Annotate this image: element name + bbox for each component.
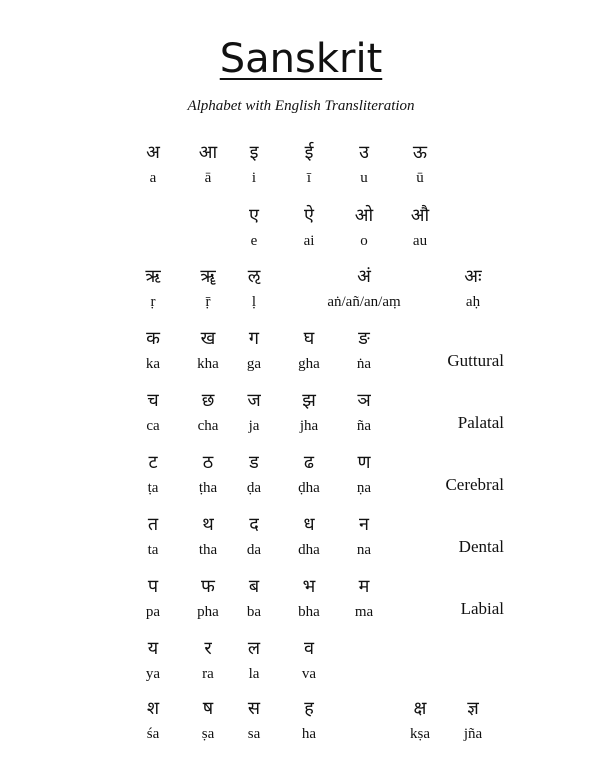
devanagari-letter: ट — [148, 452, 158, 473]
devanagari-letter: इ — [249, 142, 259, 163]
devanagari-letter: य — [147, 638, 159, 659]
devanagari-letter: अं — [357, 266, 371, 287]
devanagari-letter: ऋ — [145, 266, 161, 287]
devanagari-letter: ढ — [303, 452, 315, 473]
transliteration: sa — [247, 726, 261, 742]
devanagari-letter: ञ — [357, 390, 371, 411]
transliteration: i — [251, 170, 257, 186]
devanagari-letter: ॠ — [200, 266, 216, 287]
transliteration: ha — [301, 726, 317, 742]
devanagari-letter: ए — [249, 205, 259, 226]
transliteration: o — [360, 233, 368, 249]
transliteration: gha — [298, 356, 320, 372]
devanagari-letter: औ — [410, 205, 430, 226]
transliteration: bha — [298, 604, 320, 620]
devanagari-letter: ल — [247, 638, 261, 659]
devanagari-letter: उ — [359, 142, 369, 163]
devanagari-letter: म — [358, 576, 370, 597]
devanagari-letter: व — [303, 638, 314, 659]
transliteration: ya — [145, 666, 161, 682]
devanagari-letter: न — [359, 514, 369, 535]
devanagari-letter: स — [247, 698, 261, 719]
devanagari-letter: र — [204, 638, 212, 659]
transliteration: u — [360, 170, 368, 186]
devanagari-letter: ऌ — [247, 266, 261, 287]
transliteration: e — [250, 233, 258, 249]
transliteration: ṣa — [201, 726, 215, 742]
devanagari-letter: ज्ञ — [467, 698, 479, 719]
devanagari-letter: ड — [249, 452, 259, 473]
transliteration: ra — [202, 666, 214, 682]
devanagari-letter: ण — [357, 452, 371, 473]
devanagari-letter: अः — [464, 266, 482, 287]
devanagari-letter: ब — [248, 576, 260, 597]
page-title — [0, 34, 602, 84]
devanagari-letter: द — [249, 514, 259, 535]
category-label: Dental — [458, 537, 504, 556]
devanagari-letter: ह — [304, 698, 314, 719]
category-label: Cerebral — [445, 475, 504, 494]
transliteration: au — [412, 233, 428, 249]
transliteration: ṅa — [356, 356, 372, 372]
transliteration: pa — [145, 604, 161, 620]
category-label: Palatal — [457, 413, 504, 432]
devanagari-letter: ऐ — [304, 205, 314, 226]
devanagari-letter: ऊ — [412, 142, 428, 163]
transliteration: ī — [306, 170, 312, 186]
transliteration: la — [248, 666, 260, 682]
devanagari-letter: त — [147, 514, 159, 535]
devanagari-letter: घ — [303, 328, 315, 349]
transliteration: kṣa — [410, 726, 430, 742]
transliteration: ḍa — [246, 480, 262, 496]
page-subtitle: Alphabet with English Transliteration — [187, 98, 415, 114]
transliteration: ū — [416, 170, 424, 186]
category-label: Guttural — [447, 351, 504, 370]
devanagari-letter: ख — [200, 328, 216, 349]
transliteration: ṝ — [205, 294, 211, 310]
devanagari-letter: ओ — [354, 205, 374, 226]
transliteration: ḍha — [298, 480, 320, 496]
transliteration: ga — [246, 356, 262, 372]
transliteration: ṛ — [150, 294, 156, 310]
transliteration: tha — [198, 542, 218, 558]
transliteration: jña — [463, 726, 483, 742]
devanagari-letter: ज — [247, 390, 261, 411]
transliteration: va — [301, 666, 317, 682]
devanagari-letter: ध — [303, 514, 315, 535]
transliteration: a — [149, 170, 157, 186]
transliteration: ba — [246, 604, 262, 620]
transliteration: jha — [299, 418, 319, 434]
transliteration: ta — [147, 542, 159, 558]
devanagari-letter: अ — [146, 142, 160, 163]
transliteration: ka — [145, 356, 161, 372]
category-label: Labial — [460, 599, 504, 618]
devanagari-letter: फ — [201, 576, 215, 597]
devanagari-letter: थ — [202, 514, 214, 535]
devanagari-letter: ङ — [358, 328, 370, 349]
transliteration: da — [246, 542, 262, 558]
devanagari-letter: ठ — [202, 452, 214, 473]
transliteration: ḷ — [251, 294, 257, 310]
devanagari-letter: झ — [302, 390, 316, 411]
devanagari-letter: ग — [248, 328, 260, 349]
transliteration: kha — [197, 356, 219, 372]
transliteration: aḥ — [465, 294, 481, 310]
devanagari-letter: क्ष — [413, 698, 427, 719]
devanagari-letter: ष — [202, 698, 214, 719]
transliteration: śa — [146, 726, 160, 742]
devanagari-letter: क — [146, 328, 160, 349]
transliteration: ṭa — [147, 480, 159, 496]
transliteration: ṇa — [356, 480, 372, 496]
devanagari-letter: ई — [304, 142, 314, 163]
transliteration: ā — [204, 170, 212, 186]
transliteration: dha — [298, 542, 320, 558]
transliteration: aṅ/añ/an/aṃ — [327, 294, 401, 310]
devanagari-letter: प — [147, 576, 159, 597]
transliteration: cha — [197, 418, 219, 434]
devanagari-letter: च — [147, 390, 159, 411]
transliteration: ja — [248, 418, 260, 434]
transliteration: pha — [197, 604, 219, 620]
transliteration: ca — [146, 418, 160, 434]
transliteration: ma — [354, 604, 374, 620]
transliteration: na — [356, 542, 372, 558]
transliteration: ña — [356, 418, 372, 434]
transliteration: ai — [303, 233, 315, 249]
transliteration: ṭha — [198, 480, 218, 496]
devanagari-letter: भ — [302, 576, 316, 597]
title-text: Sanskrit — [219, 36, 383, 82]
devanagari-letter: छ — [201, 390, 215, 411]
devanagari-letter: आ — [198, 142, 218, 163]
devanagari-letter: श — [146, 698, 160, 719]
